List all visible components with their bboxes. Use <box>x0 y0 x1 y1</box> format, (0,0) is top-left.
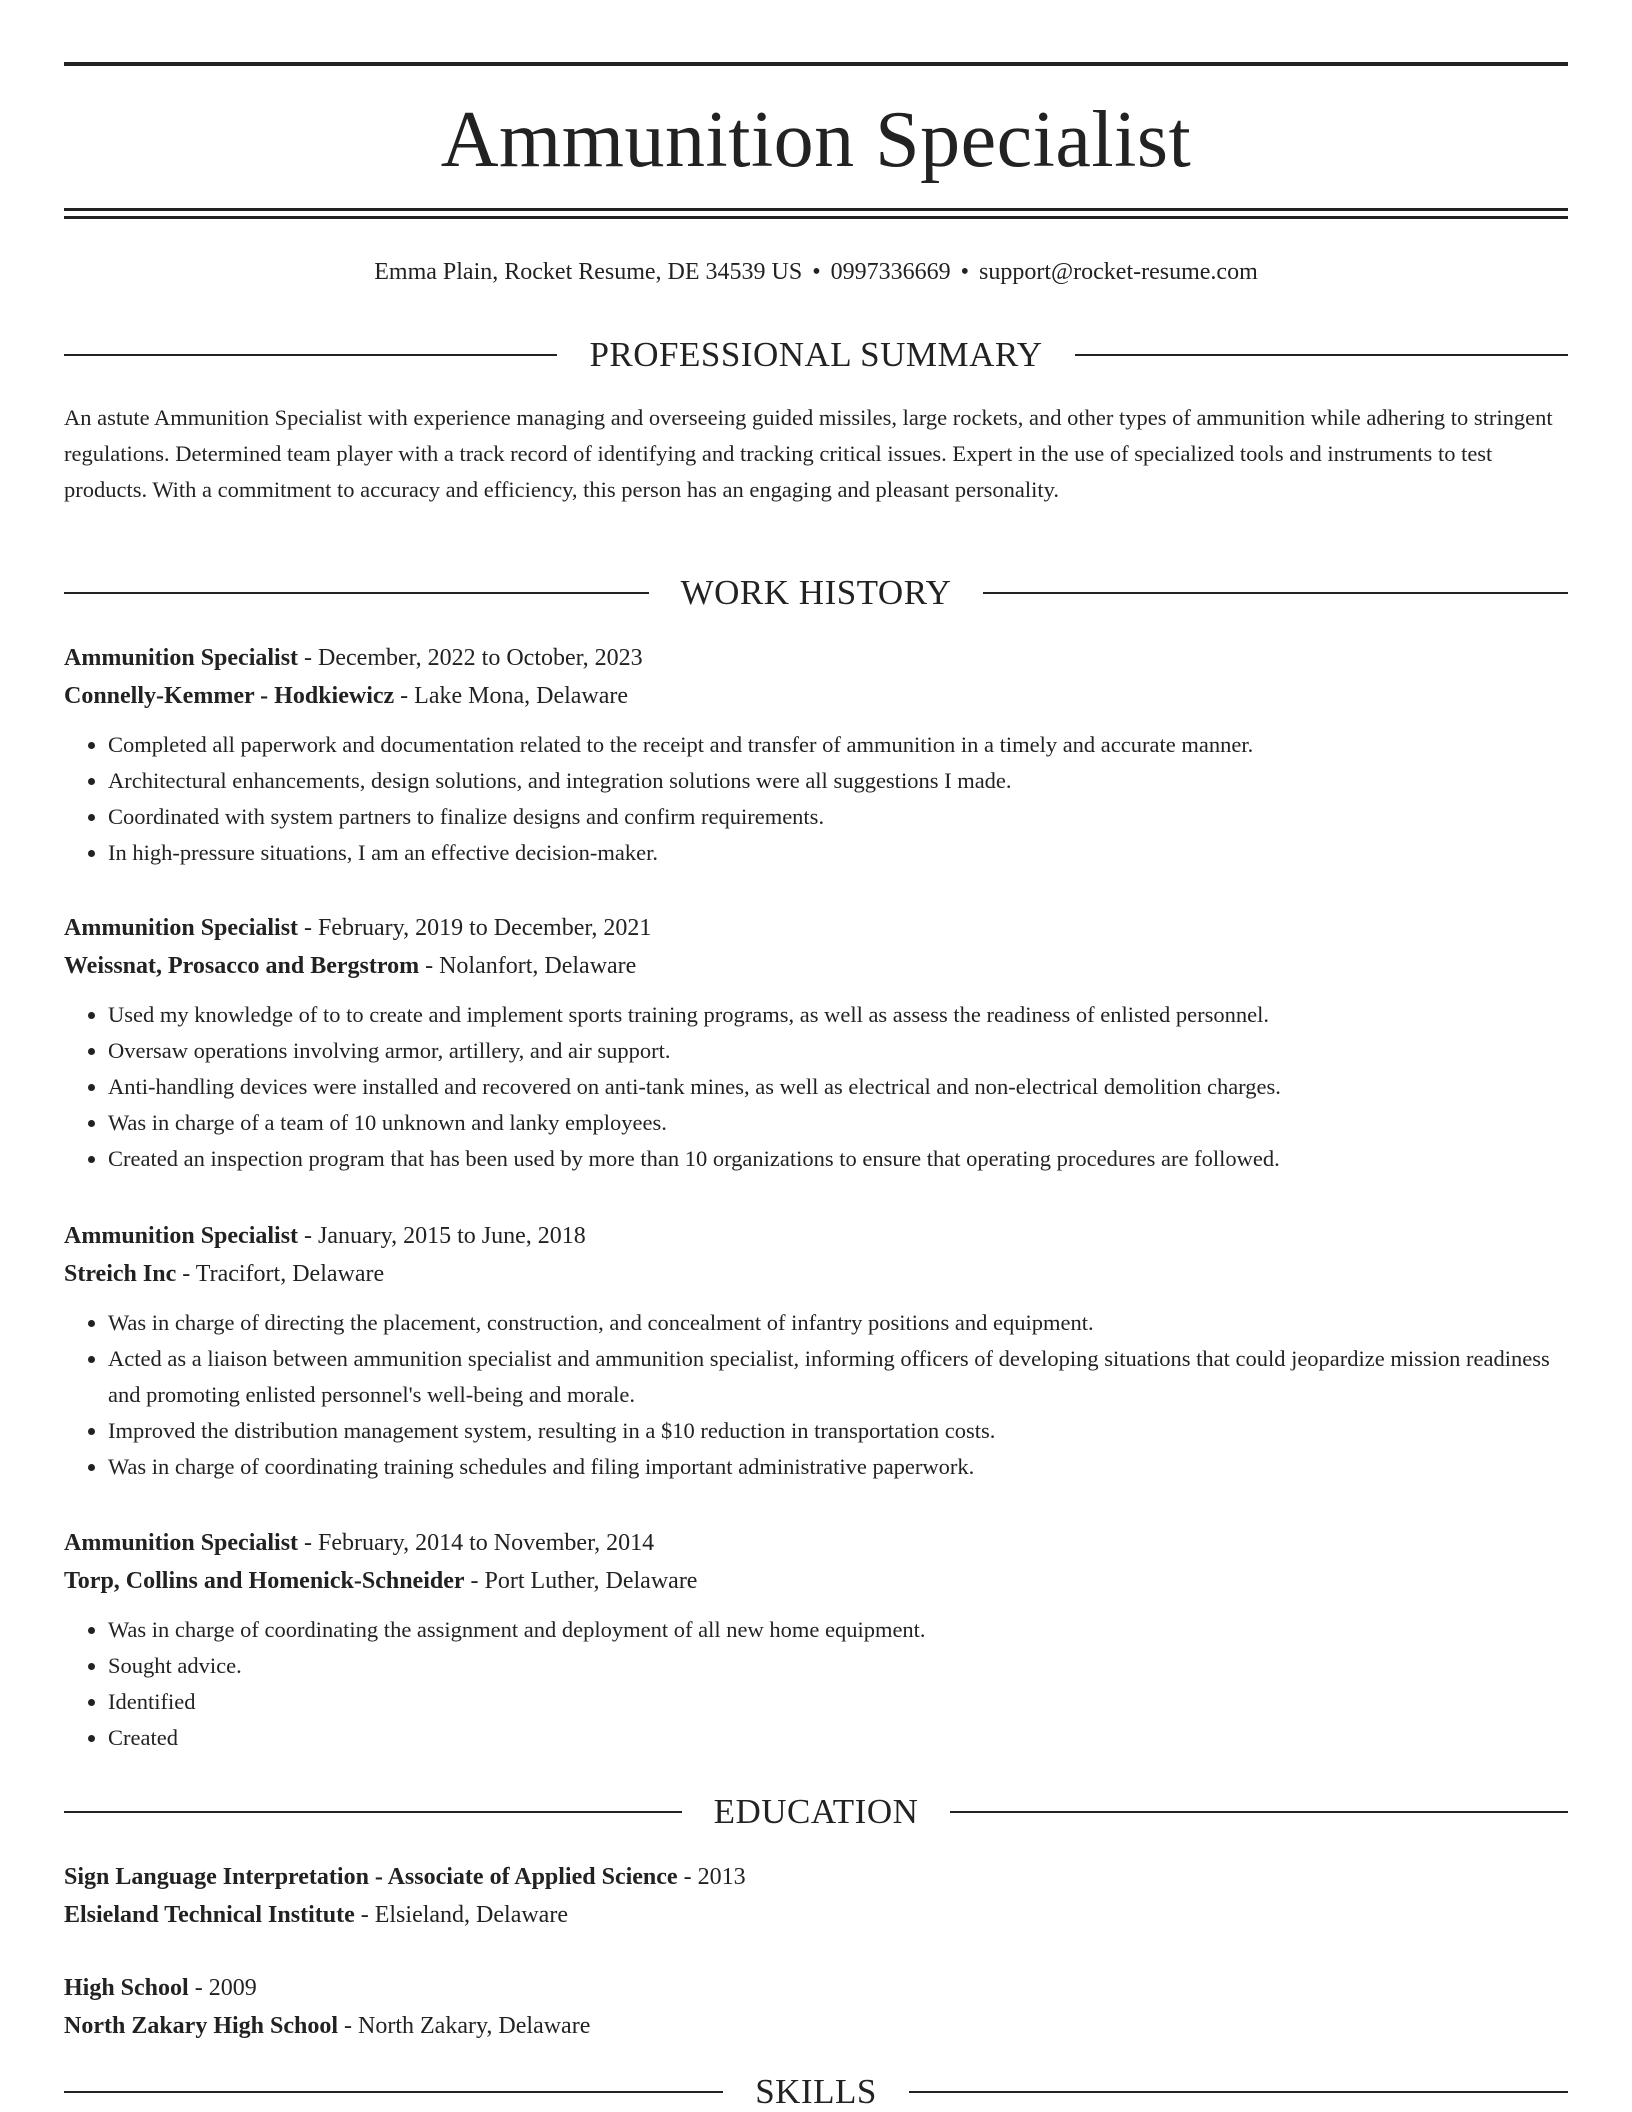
job-dates: - February, 2014 to November, 2014 <box>298 1530 655 1556</box>
job-entry <box>64 1217 1568 1485</box>
title-rule-lower <box>64 216 1568 219</box>
job-company: Streich Inc <box>64 1261 177 1287</box>
job-location: - Tracifort, Delaware <box>176 1261 385 1287</box>
job-entry <box>64 1524 1568 1756</box>
heading-rule <box>950 1811 1568 1813</box>
heading-rule <box>64 354 557 356</box>
section-heading-skills <box>64 2072 1568 2112</box>
job-title: Ammunition Specialist <box>64 645 299 671</box>
education-entry <box>64 1969 1568 2045</box>
contact-email: support@rocket-resume.com <box>979 259 1258 285</box>
job-bullet: • Was in charge of directing the placement, construction, and concealment of infantry positions and equipment. <box>108 1305 1568 1341</box>
contact-separator: • <box>812 259 821 285</box>
education-degree: High School <box>64 1975 189 2001</box>
job-location: - Port Luther, Delaware <box>464 1568 698 1594</box>
heading-rule <box>909 2091 1568 2093</box>
job-bullet: • Used my knowledge of to to create and implement sports training programs, as well as assess the readiness of enlisted personnel. <box>108 997 1568 1033</box>
education-year: - 2009 <box>188 1975 257 2001</box>
resume-title: Ammunition Specialist <box>440 96 1192 184</box>
job-location: - Nolanfort, Delaware <box>419 953 637 979</box>
section-title: PROFESSIONAL SUMMARY <box>589 335 1043 374</box>
job-bullets <box>64 1305 1568 1485</box>
top-rule <box>64 62 1568 66</box>
contact-address: Emma Plain, Rocket Resume, DE 34539 US <box>374 259 803 285</box>
job-entry <box>64 639 1568 871</box>
job-title: Ammunition Specialist <box>64 1223 299 1249</box>
education-location: - North Zakary, Delaware <box>338 2013 591 2039</box>
heading-rule <box>1075 354 1568 356</box>
job-bullet: • Improved the distribution management system, resulting in a $10 reduction in transportation costs. <box>108 1413 1568 1449</box>
education-degree: Sign Language Interpretation - Associate of Applied Science <box>64 1864 678 1890</box>
section-title: WORK HISTORY <box>680 573 952 612</box>
heading-rule <box>983 592 1568 594</box>
job-bullet: • Oversaw operations involving armor, artillery, and air support. <box>108 1033 1568 1069</box>
education-school: Elsieland Technical Institute <box>64 1902 355 1928</box>
job-entry <box>64 909 1568 1177</box>
section-heading-work-history <box>64 573 1568 613</box>
education-school: North Zakary High School <box>64 2013 339 2039</box>
section-title: SKILLS <box>755 2072 877 2111</box>
education-entry <box>64 1858 1568 1934</box>
job-bullet: • Created <box>108 1720 1568 1756</box>
section-heading-summary <box>64 335 1568 375</box>
heading-rule <box>64 592 649 594</box>
job-company: Connelly-Kemmer - Hodkiewicz <box>64 683 395 709</box>
heading-rule <box>64 2091 723 2093</box>
job-company: Torp, Collins and Homenick-Schneider <box>64 1568 465 1594</box>
job-dates: - February, 2019 to December, 2021 <box>298 915 652 941</box>
job-bullet: • Acted as a liaison between ammunition specialist and ammunition specialist, informing officers of developing situations that could jeopardize mission readiness and promoting enlisted personnel's well-being and morale. <box>108 1341 1568 1413</box>
job-bullet: • Identified <box>108 1684 1568 1720</box>
title-rule-upper <box>64 208 1568 211</box>
job-bullets <box>64 727 1568 871</box>
job-bullets <box>64 1612 1568 1756</box>
job-bullet: • Sought advice. <box>108 1648 1568 1684</box>
job-bullet: • Completed all paperwork and documentation related to the receipt and transfer of ammunition in a timely and accurate manner. <box>108 727 1568 763</box>
job-title: Ammunition Specialist <box>64 915 299 941</box>
job-title: Ammunition Specialist <box>64 1530 299 1556</box>
section-heading-education <box>64 1792 1568 1832</box>
job-bullet: • Was in charge of a team of 10 unknown and lanky employees. <box>108 1105 1568 1141</box>
contact-line <box>64 254 1568 290</box>
job-dates: - December, 2022 to October, 2023 <box>298 645 643 671</box>
job-bullet: • Was in charge of coordinating the assignment and deployment of all new home equipment. <box>108 1612 1568 1648</box>
education-year: - 2013 <box>677 1864 746 1890</box>
summary-text: An astute Ammunition Specialist with experience managing and overseeing guided missiles, large rockets, and other types of ammunition while adhering to stringent regulations. Determined team player with a track record of identifying and tracking critical issues. Expert in the use of specialized tools and instruments to test products. With a commitment to accuracy and efficiency, this person has an engaging and pleasant personality. <box>64 405 1553 502</box>
section-title: EDUCATION <box>713 1792 919 1831</box>
education-location: - Elsieland, Delaware <box>354 1902 568 1928</box>
job-bullet: • Anti-handling devices were installed and recovered on anti-tank mines, as well as electrical and non-electrical demolition charges. <box>108 1069 1568 1105</box>
job-bullet: • Created an inspection program that has been used by more than 10 organizations to ensure that operating procedures are followed. <box>108 1141 1568 1177</box>
job-location: - Lake Mona, Delaware <box>394 683 629 709</box>
job-bullet: • Architectural enhancements, design solutions, and integration solutions were all suggestions I made. <box>108 763 1568 799</box>
heading-rule <box>64 1811 682 1813</box>
contact-separator: • <box>960 259 970 285</box>
job-bullets <box>64 997 1568 1177</box>
job-bullet: • Was in charge of coordinating training schedules and filing important administrative paperwork. <box>108 1449 1568 1485</box>
job-company: Weissnat, Prosacco and Bergstrom <box>64 953 420 979</box>
job-dates: - January, 2015 to June, 2018 <box>298 1223 586 1249</box>
job-bullet: • Coordinated with system partners to finalize designs and confirm requirements. <box>108 799 1568 835</box>
contact-phone: 0997336669 <box>830 259 951 285</box>
job-bullet: • In high-pressure situations, I am an effective decision-maker. <box>108 835 1568 871</box>
